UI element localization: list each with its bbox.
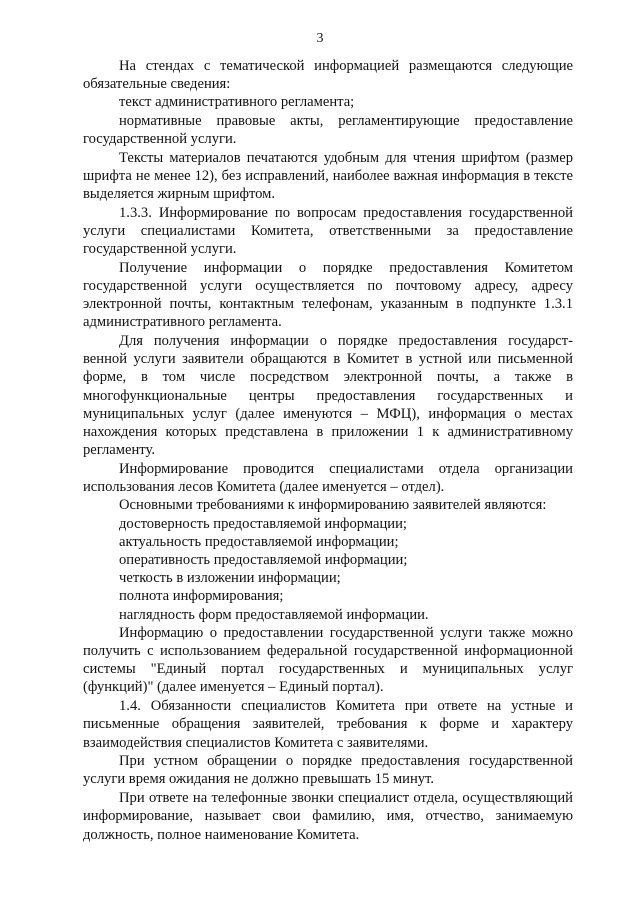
list-item: нормативные правовые акты, регламентирующие предоставление государственной услуги.: [83, 112, 573, 147]
list-item: наглядность форм предоставляемой информации.: [119, 606, 429, 623]
list-item: четкость в изложении информации;: [119, 570, 341, 587]
page-number: 3: [316, 31, 324, 46]
paragraph: Тексты материалов печатаются удобным для чтения шрифтом (размер шрифта не менее 12), без исправлений, наиболее важная информация в тексте выделяется жирным шрифтом.: [83, 149, 573, 202]
section-heading: 1.3.3. Информирование по вопросам предоставления государственной услуги специалистами Комитета, ответственными за предоставление государственной услуги.: [83, 204, 573, 258]
paragraph: Получение информации о порядке предоставления Комитетом государственной услуги осуществляется по почтовому адресу, адресу электронной почты, контактным телефонам, указанным в подпункте 1.3.1 административного регламента.: [83, 259, 573, 331]
list-item: актуальность предоставляемой информации;: [119, 533, 399, 550]
list-item: полнота информирования;: [119, 588, 284, 605]
paragraph: Для получения информации о порядке предоставления государст-венной услуги заявители обращаются в Комитет в устной или письменной форме, в том числе посредством электронной почты, а также в многофункциональные центры предоставления государственных и муниципальных услуг (далее именуются – МФЦ), информация о местах нахождения которых представлена в приложении 1 к административному регламенту.: [83, 333, 573, 459]
paragraph: На стендах с тематической информацией размещаются следующие обязательные сведения:: [83, 58, 573, 93]
paragraph: При ответе на телефонные звонки специалист отдела, осуществляющий информирование, называет свои фамилию, имя, отчество, занимаемую должность, полное наименование Комитета.: [83, 790, 573, 843]
list-item: достоверность предоставляемой информации;: [119, 515, 407, 532]
paragraph: Информирование проводится специалистами отдела организации использования лесов Комитета (далее именуется – отдел).: [83, 460, 573, 496]
paragraph: При устном обращении о порядке предоставления государственной услуги время ожидания не должно превышать 15 минут.: [83, 753, 573, 788]
paragraph: Основными требованиями к информированию заявителей являются:: [119, 497, 547, 514]
list-item: оперативность предоставляемой информации;: [119, 551, 408, 568]
paragraph: Информацию о предоставлении государственной услуги также можно получить с использованием федеральной государственной информационной системы "Единый портал государственных и муниципальных услуг (функций)" (далее именуется – Единый портал).: [83, 624, 573, 696]
section-heading: 1.4. Обязанности специалистов Комитета при ответе на устные и письменные обращения заявителей, требования к форме и характеру взаимодействия специалистов Комитета с заявителями.: [83, 698, 573, 751]
list-item: текст административного регламента;: [119, 94, 355, 111]
document-body: [83, 57, 573, 844]
